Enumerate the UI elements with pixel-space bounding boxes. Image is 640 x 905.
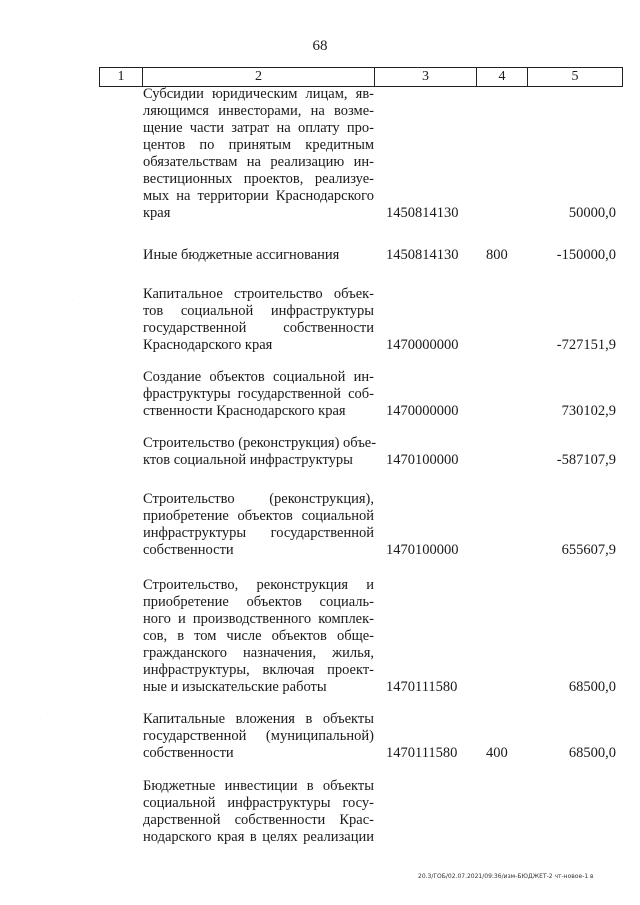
row-description [143, 286, 374, 354]
row-amount: 68500,0 [568, 679, 616, 695]
header-col-1: 1 [100, 68, 143, 87]
description-line: Краснодарского края [143, 337, 273, 353]
description-line: Субсидии юридическим лицам, яв- [143, 86, 374, 102]
row-code: 1470111580 [386, 679, 458, 695]
row-amount: 730102,9 [561, 403, 616, 419]
row-code: 1450814130 [386, 247, 459, 263]
row-description [143, 778, 374, 846]
header-col-5: 5 [528, 68, 623, 87]
row-code: 1470000000 [386, 403, 459, 419]
description-line: мых на территории Краснодарского [143, 188, 374, 204]
description-line: собственности [143, 745, 234, 761]
description-line: ляющимся инвесторами, на возме- [143, 103, 374, 119]
description-line: фраструктуры государственной соб- [143, 386, 374, 402]
row-description [143, 247, 374, 264]
document-footer-stamp: 20.3/ГОБ/02.07.2021/09:36/изм-БЮДЖЕТ-2 чт-новое-1 в [418, 873, 594, 880]
row-amount: -150000,0 [556, 247, 616, 263]
header-col-4: 4 [477, 68, 528, 87]
description-line: инфраструктуры государственной [143, 525, 374, 541]
description-line: государственной (муниципальной) [143, 728, 374, 744]
description-line: дарственной собственности Крас- [143, 812, 374, 828]
description-line: Создание объектов социальной ин- [143, 369, 374, 385]
description-line: нодарского края в целях реализации [143, 829, 374, 845]
page-number: 68 [312, 38, 328, 54]
description-line: края [143, 205, 171, 221]
description-line: гражданского назначения, жилья, [143, 645, 374, 661]
row-description [143, 435, 377, 469]
description-line: собственности [143, 542, 234, 558]
row-amount: 68500,0 [568, 745, 616, 761]
row-description [143, 491, 374, 559]
row-code: 1450814130 [386, 205, 459, 221]
description-line: инфраструктуры, включая проект- [143, 662, 374, 678]
description-line: Строительство (реконструкция) объе- [143, 435, 377, 451]
description-line: ного и производственного комплек- [143, 611, 374, 627]
description-line: приобретение объектов социаль- [143, 594, 374, 610]
description-line: обязательствам на реализацию ин- [143, 154, 374, 170]
description-line: Капитальное строительство объек- [143, 286, 374, 302]
description-line: тов социальной инфраструктуры [143, 303, 374, 319]
row-description [143, 577, 374, 696]
header-col-2: 2 [143, 68, 375, 87]
description-line: Иные бюджетные ассигнования [143, 247, 340, 263]
description-line: сов, в том числе объектов обще- [143, 628, 374, 644]
row-code: 1470111580 [386, 745, 458, 761]
row-expense-type: 400 [486, 745, 508, 761]
column-header-row [99, 67, 623, 87]
header-col-3: 3 [375, 68, 477, 87]
margin-mark: · [72, 297, 74, 302]
description-line: ктов социальной инфраструктуры [143, 452, 353, 468]
row-description [143, 86, 374, 222]
description-line: Строительство, реконструкция и [143, 577, 374, 593]
row-code: 1470100000 [386, 542, 459, 558]
description-line: Строительство (реконструкция), [143, 491, 374, 507]
row-description [143, 711, 374, 762]
row-amount: -587107,9 [556, 452, 616, 468]
description-line: ные и изыскательские работы [143, 679, 327, 695]
row-expense-type: 800 [486, 247, 508, 263]
row-amount: 655607,9 [561, 542, 616, 558]
description-line: вестиционных проектов, реализуе- [143, 171, 374, 187]
row-description [143, 369, 374, 420]
description-line: Капитальные вложения в объекты [143, 711, 374, 727]
description-line: социальной инфраструктуры госу- [143, 795, 374, 811]
description-line: центов по принятым кредитным [143, 137, 374, 153]
row-code: 1470100000 [386, 452, 459, 468]
description-line: Бюджетные инвестиции в объекты [143, 778, 374, 794]
description-line: государственной собственности [143, 320, 374, 336]
description-line: приобретение объектов социальной [143, 508, 374, 524]
description-line: щение части затрат на оплату про- [143, 120, 374, 136]
row-code: 1470000000 [386, 337, 459, 353]
margin-mark: · [40, 716, 42, 721]
row-amount: -727151,9 [556, 337, 616, 353]
description-line: ственности Краснодарского края [143, 403, 346, 419]
row-amount: 50000,0 [568, 205, 616, 221]
